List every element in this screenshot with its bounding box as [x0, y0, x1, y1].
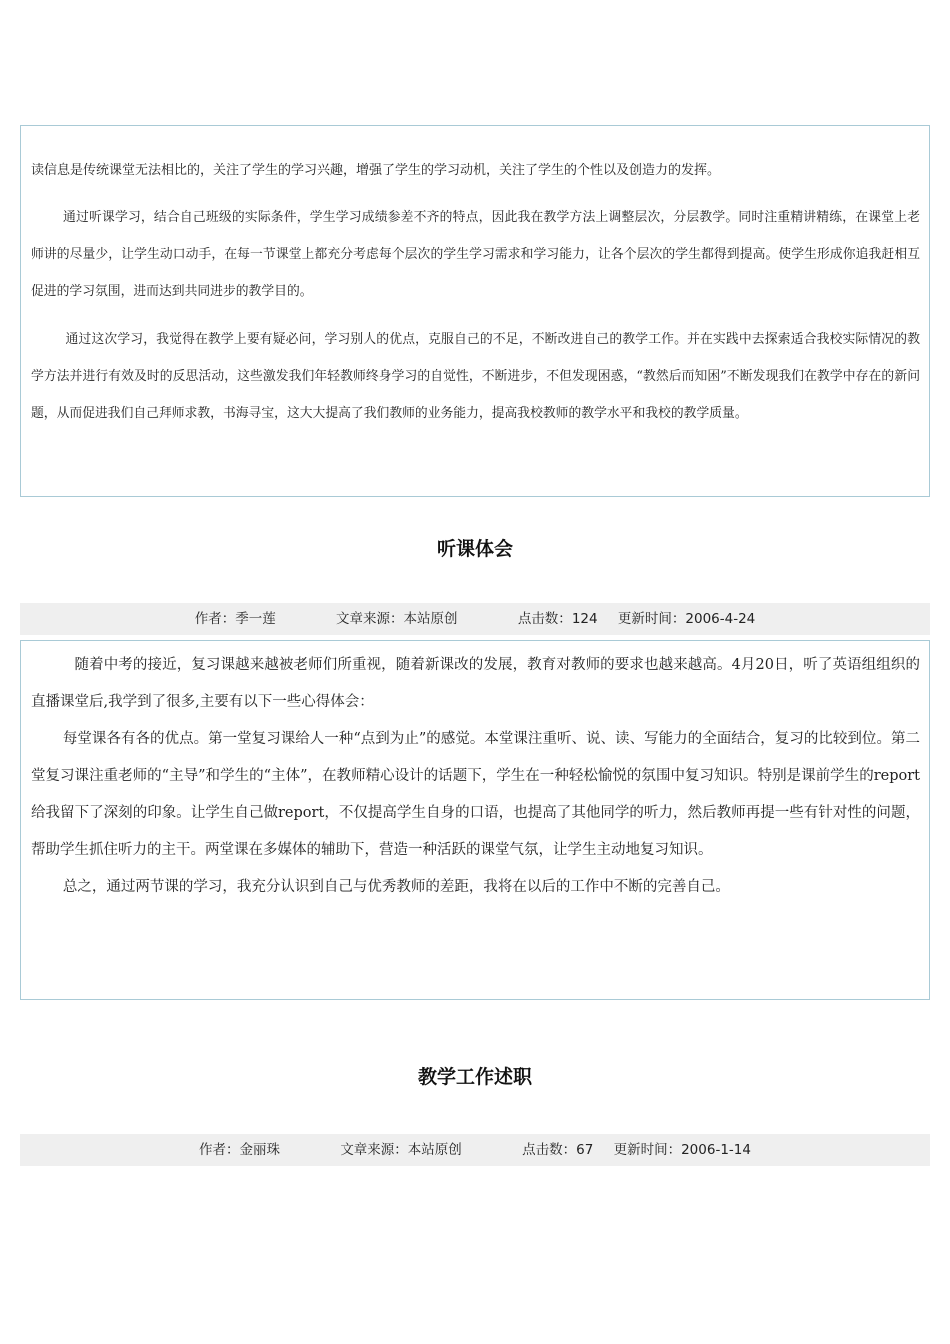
paragraph: 读信息是传统课堂无法相比的，关注了学生的学习兴趣，增强了学生的学习动机，关注了学生的个性以及创造力的发挥。: [31, 163, 721, 178]
source-label: 文章来源：本站原创: [340, 1142, 462, 1158]
paragraph: 随着中考的接近，复习课越来越被老师们所重视，随着新课改的发展，教育对教师的要求也越来越高。4月20日，听了英语组组织的直播课堂后,我学到了很多,主要有以下一些心得体会：: [31, 657, 920, 710]
article-meta-bar: [20, 1134, 930, 1166]
paragraph: 通过听课学习，结合自己班级的实际条件，学生学习成绩参差不齐的特点，因此我在教学方法上调整层次，分层教学。同时注重精讲精练，在课堂上老师讲的尽量少，让学生动口动手，在每一节课堂上都充分考虑每个层次的学生学习需求和学习能力，让各个层次的学生都得到提高。使学生形成你追我赶相互促进的学习氛围，进而达到共同进步的教学目的。: [31, 210, 920, 299]
article-title: 教学工作述职: [417, 1066, 532, 1088]
article-body-2: [20, 640, 930, 1000]
paragraph: 每堂课各有各的优点。第一堂复习课给人一种“点到为止”的感觉。本堂课注重听、说、读、写能力的全面结合，复习的比较到位。第二堂复习课注重老师的“主导”和学生的“主体”，在教师精心设计的话题下，学生在一种轻松愉悦的氛围中复习知识。特别是课前学生的report给我留下了深刻的印象。让学生自己做report，不仅提高学生自身的口语，也提高了其他同学的听力，然后教师再提一些有针对性的问题，帮助学生抓住听力的主干。两堂课在多媒体的辅助下，营造一种活跃的课堂气氛，让学生主动地复习知识。: [31, 731, 920, 858]
article-title: 听课体会: [436, 538, 513, 560]
article-meta-bar: [20, 603, 930, 635]
hits-label: 点击数：67: [522, 1142, 594, 1158]
source-label: 文章来源：本站原创: [336, 611, 458, 627]
paragraph: 通过这次学习，我觉得在教学上要有疑必问，学习别人的优点，克服自己的不足，不断改进自己的教学工作。并在实践中去探索适合我校实际情况的教学方法并进行有效及时的反思活动，这些激发我们年轻教师终身学习的自觉性，不断进步，不但发现困惑，“教然后而知困”不断发现我们在教学中存在的新问题，从而促进我们自己拜师求教，书海寻宝，这大大提高了我们教师的业务能力，提高我校教师的教学水平和我校的教学质量。: [31, 332, 920, 421]
author-label: 作者：金丽珠: [199, 1142, 281, 1158]
author-label: 作者：季一莲: [194, 611, 276, 627]
updated-label: 更新时间：2006-4-24: [617, 611, 756, 627]
hits-label: 点击数：124: [517, 611, 598, 627]
updated-label: 更新时间：2006-1-14: [613, 1142, 751, 1158]
article-body-1: [20, 125, 930, 497]
paragraph: 总之，通过两节课的学习，我充分认识到自己与优秀教师的差距，我将在以后的工作中不断的完善自己。: [62, 879, 730, 895]
